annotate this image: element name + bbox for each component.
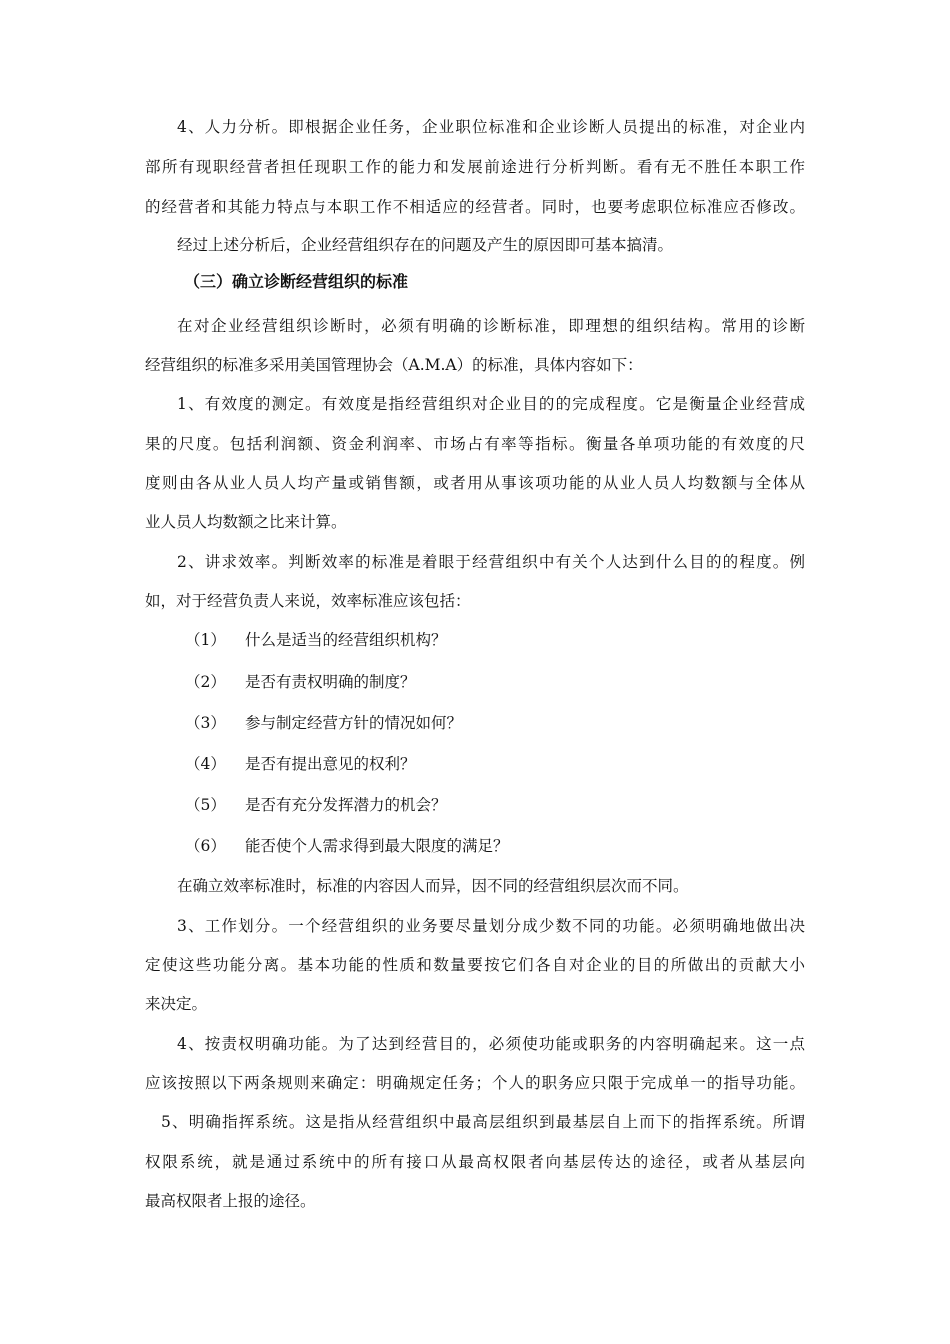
text-line: 定使这些功能分离。基本功能的性质和数量要按它们各自对企业的目的所做出的贡献大小 xyxy=(145,956,805,974)
text-line: 的经营者和其能力特点与本职工作不相适应的经营者。同时，也要考虑职位标准应否修改。 xyxy=(145,198,805,216)
list-item-number: （6） xyxy=(185,837,226,855)
list-item-number: （4） xyxy=(185,755,226,773)
list-item-number: （5） xyxy=(185,796,226,814)
text-line: 在对企业经营组织诊断时，必须有明确的诊断标准，即理想的组织结构。常用的诊断 xyxy=(177,317,805,335)
text-line: 4、按责权明确功能。为了达到经营目的，必须使功能或职务的内容明确起来。这一点 xyxy=(177,1035,805,1053)
text-line: 经过上述分析后，企业经营组织存在的问题及产生的原因即可基本搞清。 xyxy=(177,236,674,254)
list-item-text: 能否使个人需求得到最大限度的满足？ xyxy=(245,837,509,855)
list-item-text: 是否有充分发挥潜力的机会？ xyxy=(245,796,447,814)
text-line: 2、讲求效率。判断效率的标准是着眼于经营组织中有关个人达到什么目的的程度。例 xyxy=(177,553,805,571)
list-item-number: （2） xyxy=(185,673,226,691)
list-item-text: 是否有责权明确的制度？ xyxy=(245,673,416,691)
section-heading: （三）确立诊断经营组织的标准 xyxy=(184,272,409,291)
text-line: 4、人力分析。即根据企业任务，企业职位标准和企业诊断人员提出的标准，对企业内 xyxy=(177,118,805,136)
text-line: 业人员人均数额之比来计算。 xyxy=(145,513,347,531)
text-line: 来决定。 xyxy=(145,995,208,1013)
list-item-text: 什么是适当的经营组织机构？ xyxy=(245,631,447,649)
list-item-number: （1） xyxy=(185,631,226,649)
text-line: 经营组织的标准多采用美国管理协会（A.M.A）的标准，具体内容如下： xyxy=(145,356,643,374)
text-line: 5、明确指挥系统。这是指从经营组织中最高层组织到最基层自上而下的指挥系统。所谓 xyxy=(161,1113,805,1131)
text-line: 权限系统，就是通过系统中的所有接口从最高权限者向基层传达的途径，或者从基层向 xyxy=(145,1153,805,1171)
text-line: 如，对于经营负责人来说，效率标准应该包括： xyxy=(145,592,471,610)
text-line: 应该按照以下两条规则来确定：明确规定任务；个人的职务应只限于完成单一的指导功能。 xyxy=(145,1074,805,1092)
text-line: 1、有效度的测定。有效度是指经营组织对企业目的的完成程度。它是衡量企业经营成 xyxy=(177,395,805,413)
text-line: 果的尺度。包括利润额、资金利润率、市场占有率等指标。衡量各单项功能的有效度的尺 xyxy=(145,435,805,453)
list-item-text: 参与制定经营方针的情况如何？ xyxy=(245,714,463,732)
text-line: 3、工作划分。一个经营组织的业务要尽量划分成少数不同的功能。必须明确地做出决 xyxy=(177,917,805,935)
text-line: 部所有现职经营者担任现职工作的能力和发展前途进行分析判断。看有无不胜任本职工作 xyxy=(145,158,805,176)
list-item-number: （3） xyxy=(185,714,226,732)
list-item-text: 是否有提出意见的权利？ xyxy=(245,755,416,773)
text-line: 度则由各从业人员人均产量或销售额，或者用从事该项功能的从业人员人均数额与全体从 xyxy=(145,474,805,492)
text-line: 最高权限者上报的途径。 xyxy=(145,1192,316,1210)
text-line: 在确立效率标准时，标准的内容因人而异，因不同的经营组织层次而不同。 xyxy=(177,877,689,895)
